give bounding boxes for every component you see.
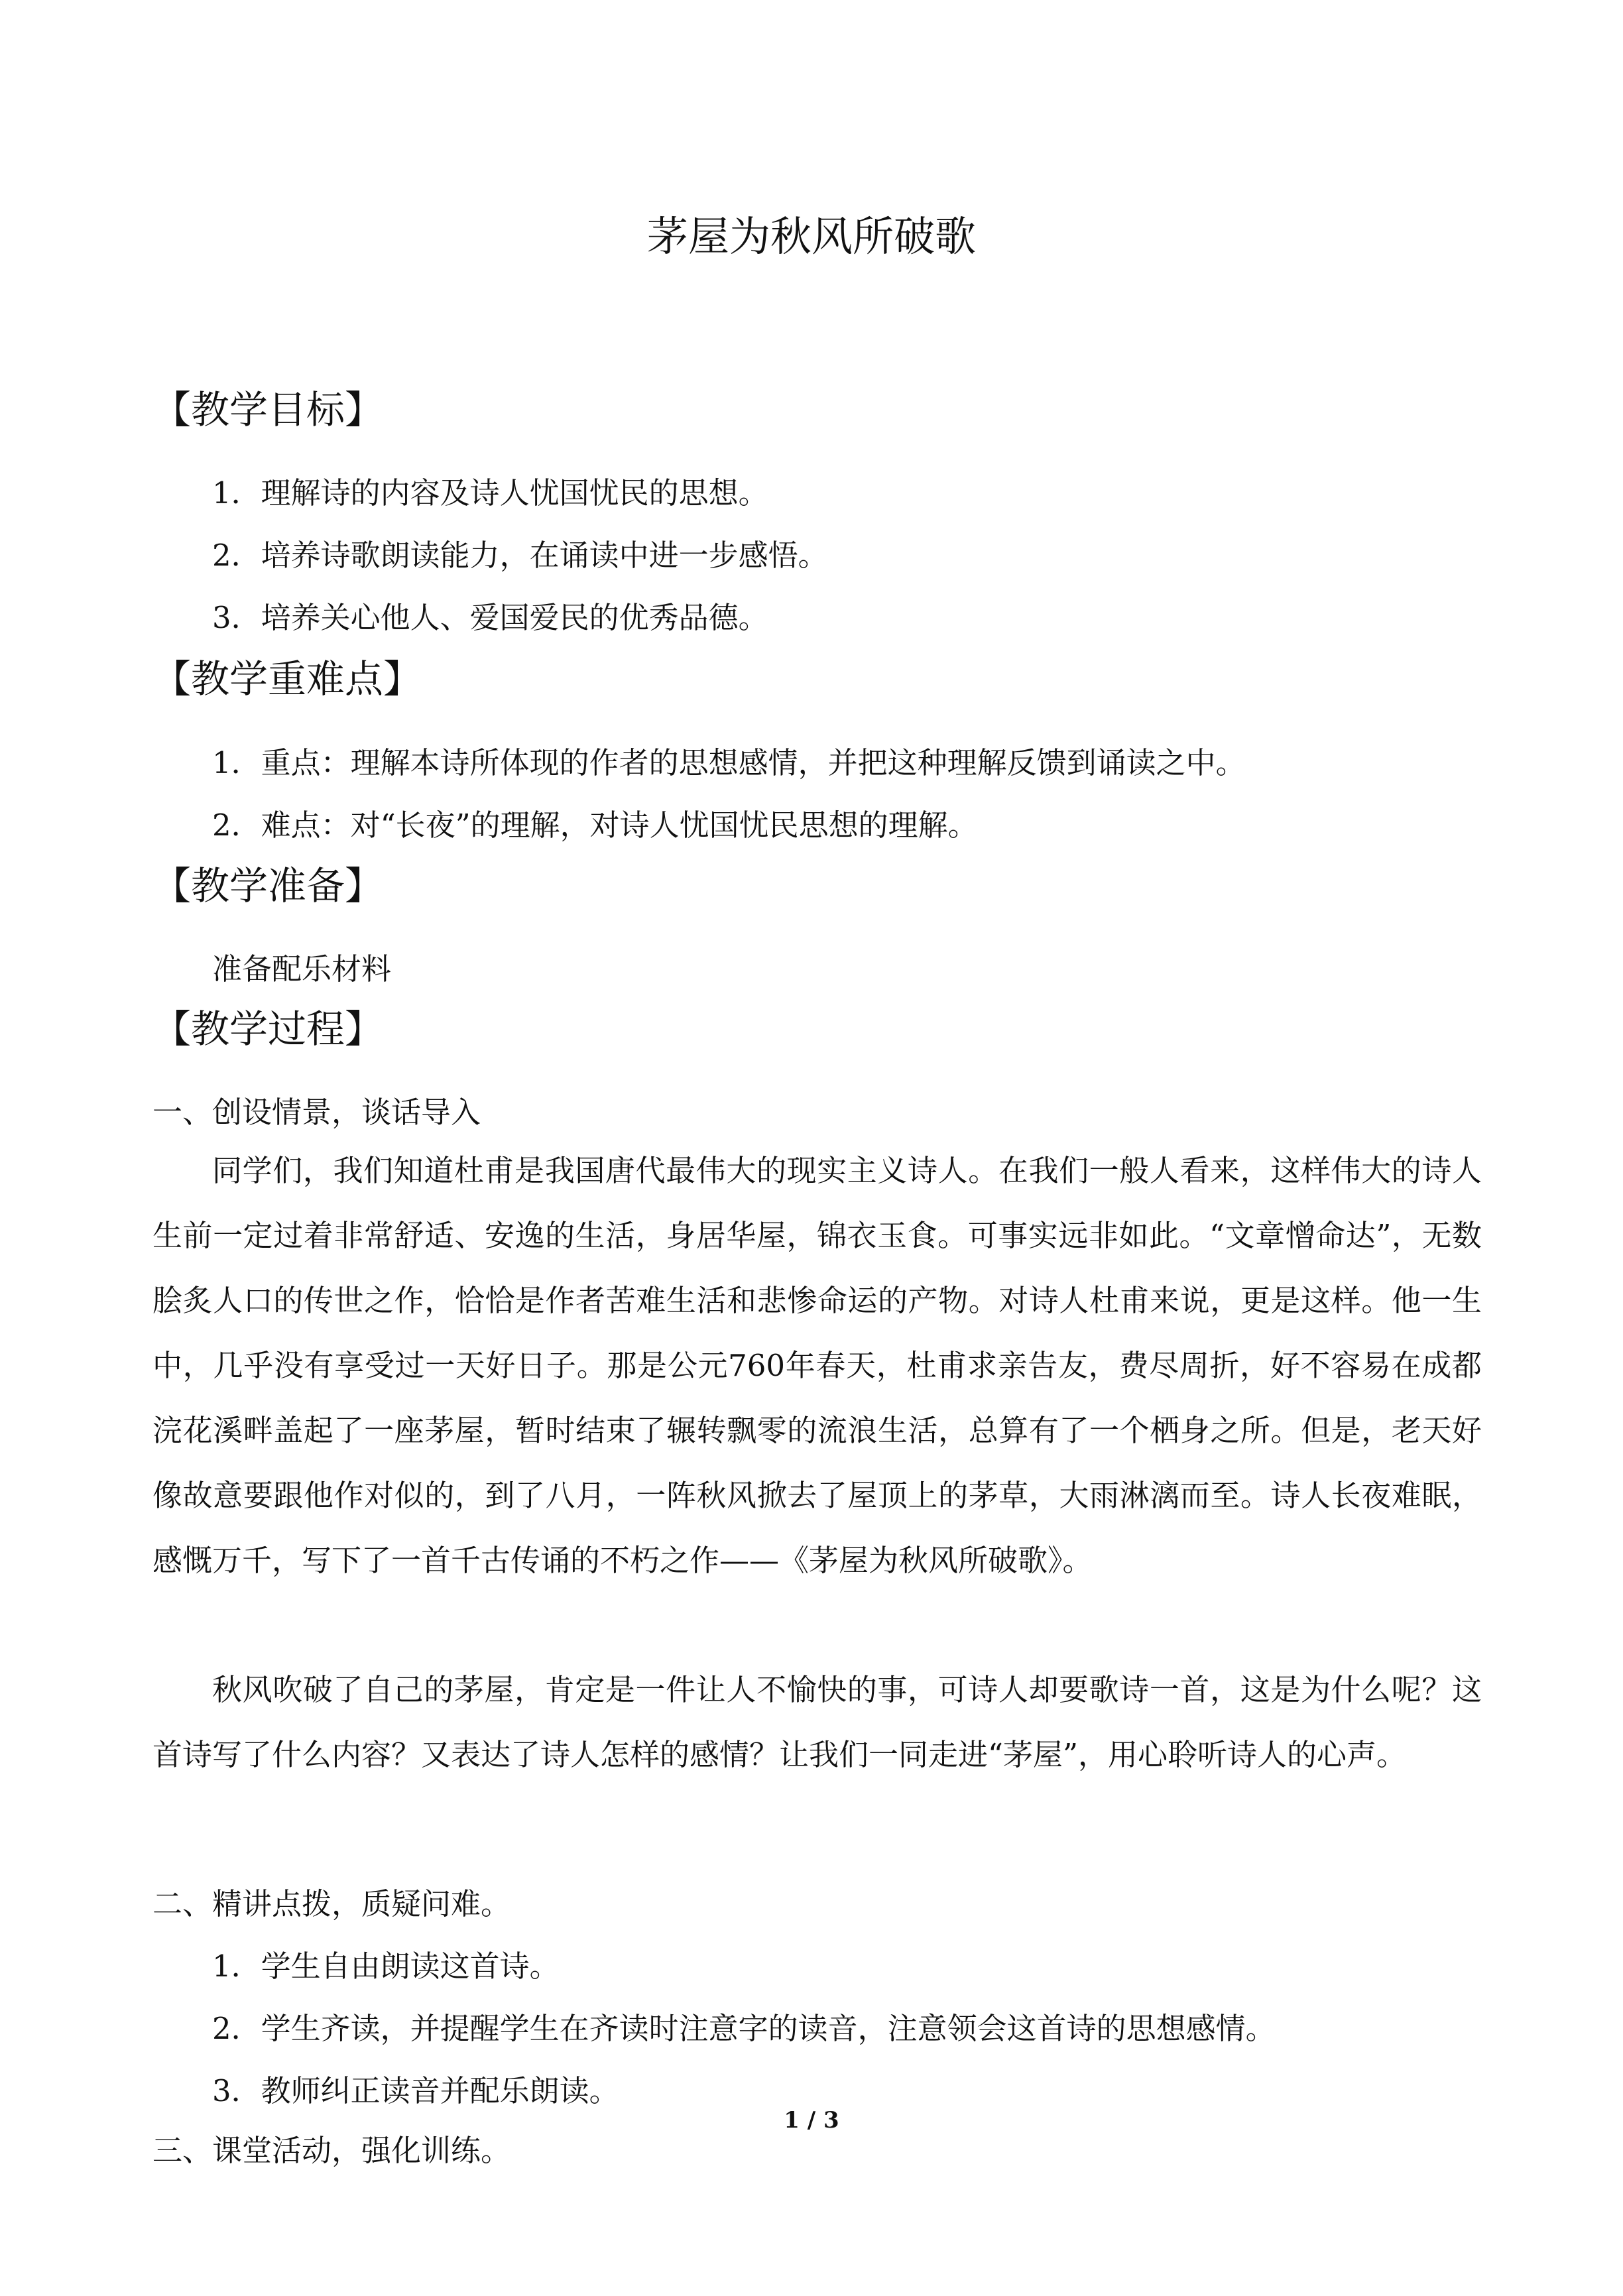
preparation-text: 准备配乐材料: [212, 951, 392, 987]
key-point-item: 1．重点：理解本诗所体现的作者的思想感情，并把这种理解反馈到诵读之中。: [212, 745, 1246, 780]
objective-item: 1．理解诗的内容及诗人忧国忧民的思想。: [212, 475, 768, 511]
step-2-item: 3．教师纠正读音并配乐朗读。: [212, 2073, 619, 2108]
process-step-3: 三、课堂活动，强化训练。: [152, 2133, 511, 2168]
step-2-item: 1．学生自由朗读这首诗。: [212, 1949, 560, 1984]
objective-item: 2．培养诗歌朗读能力，在诵读中进一步感悟。: [212, 538, 828, 573]
key-point-item: 2．难点：对“长夜”的理解，对诗人忧国忧民思想的理解。: [212, 808, 978, 843]
process-step-1: 一、创设情景，谈话导入: [152, 1095, 481, 1130]
objective-item: 3．培养关心他人、爱国爱民的优秀品德。: [212, 600, 768, 635]
process-step-2: 二、精讲点拨，质疑问难。: [152, 1886, 511, 1921]
section-heading-key-points: 【教学重难点】: [152, 656, 422, 701]
document-title: 茅屋为秋风所破歌: [646, 212, 976, 261]
question-paragraph: 秋风吹破了自己的茅屋，肯定是一件让人不愉快的事，可诗人却要歌诗一首，这是为什么呢？这首诗写了什么内容？又表达了诗人怎样的感情？让我们一同走进“茅屋”，用心聆听诗人的心声。: [152, 1672, 1482, 1772]
intro-paragraph: 同学们，我们知道杜甫是我国唐代最伟大的现实主义诗人。在我们一般人看来，这样伟大的诗人生前一定过着非常舒适、安逸的生活，身居华屋，锦衣玉食。可事实远非如此。“文章憎命达”，无数脍炙人口的传世之作，恰恰是作者苦难生活和悲惨命运的产物。对诗人杜甫来说，更是这样。他一生中，几乎没有享受过一天好日子。那是公元760年春天，杜甫求亲告友，费尽周折，好不容易在成都浣花溪畔盖起了一座茅屋，暂时结束了辗转飘零的流浪生活，总算有了一个栖身之所。但是，老天好像故意要跟他作对似的，到了八月，一阵秋风掀去了屋顶上的茅草，大雨淋漓而至。诗人长夜难眠，感慨万千，写下了一首千古传诵的不朽之作——《茅屋为秋风所破歌》。: [152, 1153, 1482, 1578]
section-heading-preparation: 【教学准备】: [152, 863, 384, 908]
section-heading-process: 【教学过程】: [152, 1006, 384, 1052]
section-heading-objectives: 【教学目标】: [152, 387, 384, 432]
page-number: 1 / 3: [784, 2107, 839, 2134]
step-2-item: 2．学生齐读，并提醒学生在齐读时注意字的读音，注意领会这首诗的思想感情。: [212, 2011, 1276, 2046]
